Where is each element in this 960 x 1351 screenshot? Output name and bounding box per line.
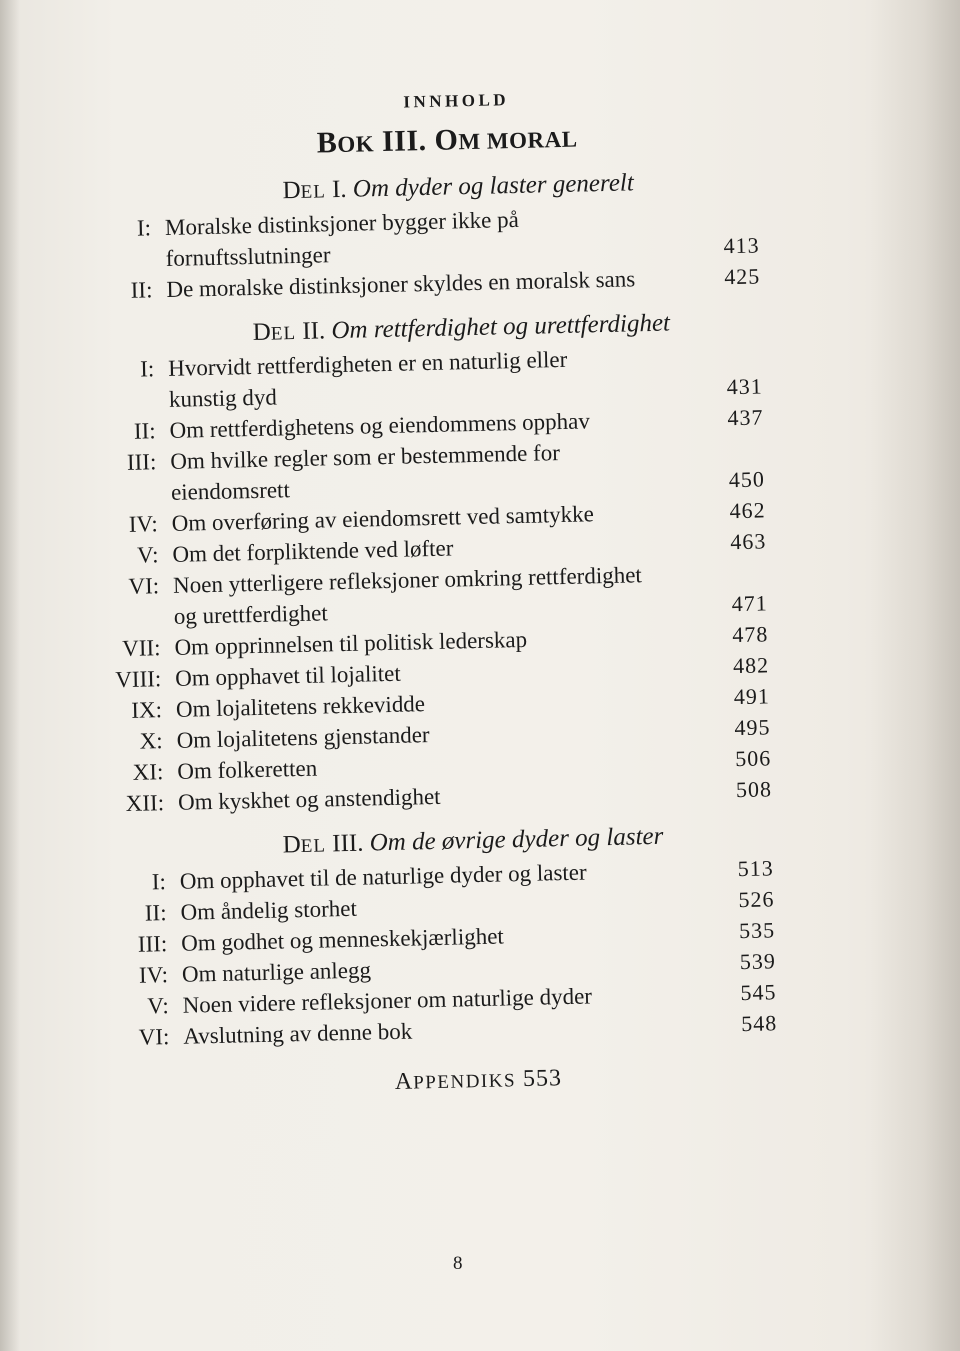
page-ref: 491: [733, 683, 771, 710]
page-ref: 463: [729, 528, 767, 555]
page-ref: 495: [734, 714, 771, 741]
chapter-number: VI:: [128, 573, 160, 599]
chapter-title-line: Om opprinnelsen til politisk lederskap: [174, 626, 528, 660]
book-title: [137, 117, 758, 165]
chapter-number: V:: [136, 542, 159, 568]
page-ref: 462: [729, 497, 766, 524]
part-title: Om de øvrige dyder og laster: [369, 822, 664, 857]
chapter-number: I:: [136, 215, 152, 241]
part-label-sc: EL: [300, 181, 327, 203]
page-ref: 471: [731, 590, 768, 617]
part-label-sc: EL: [270, 323, 297, 345]
chapter-number: I:: [151, 869, 167, 895]
chapter-title-line: Om åndelig storhet: [180, 895, 358, 925]
chapter-title-line: Om opphavet til de naturlige dyder og laster: [179, 859, 587, 894]
chapter-title-line: og urettferdighet: [173, 600, 328, 629]
page-ref: 506: [734, 745, 772, 772]
page-ref: 482: [732, 652, 770, 679]
chapter-title-line: Noen ytterligere refleksjoner omkring rettferdighet: [172, 562, 643, 598]
part-label-cap: D: [252, 318, 272, 346]
chapter-title-line: Om lojalitetens gjenstander: [176, 722, 430, 753]
chapter-title-line: Om kyskhet og anstendighet: [177, 783, 441, 815]
page-ref: 539: [739, 948, 777, 975]
part-label-sc: EL: [300, 835, 327, 858]
chapter-title-line: Om folkeretten: [177, 755, 318, 784]
book-title-rest: M MORAL: [458, 126, 578, 155]
chapter-number: VI:: [138, 1024, 170, 1050]
page-ref: 450: [728, 466, 766, 493]
page-ref: 548: [740, 1010, 778, 1037]
book-title-number: III. O: [373, 123, 459, 159]
chapter-title-line: Avslutning av denne bok: [183, 1018, 413, 1049]
chapter-title-line: Hvorvidt rettferdigheten er en naturlig eller: [167, 346, 568, 381]
part-number: III.: [325, 829, 370, 858]
chapter-number: XII:: [125, 790, 165, 816]
appendix-cap: A: [394, 1068, 414, 1095]
appendix-label: PPENDIKS: [413, 1070, 517, 1094]
chapter-title-line: Moralske distinksjoner bygger ikke på: [164, 206, 520, 240]
page-ref: 535: [738, 917, 776, 944]
page-ref: 545: [740, 979, 777, 1006]
part-label-cap: D: [282, 176, 301, 205]
chapter-number: VII:: [121, 635, 161, 662]
chapter-title-line: De moralske distinksjoner skyldes en moralsk sans: [166, 266, 636, 302]
chapter-number: I:: [139, 356, 155, 382]
page-ref: 413: [723, 232, 760, 259]
chapter-number: II:: [133, 418, 156, 444]
page-ref: 508: [735, 776, 773, 803]
page-ref: 431: [726, 373, 764, 400]
part-label-cap: D: [282, 831, 302, 859]
chapter-number: VIII:: [114, 666, 162, 693]
chapter-title-line: kunstig dyd: [168, 384, 278, 412]
chapter-title-line: Om overføring av eiendomsrett ved samtykke: [171, 501, 595, 536]
chapter-title-line: Om hvilke regler som er bestemmende for: [170, 440, 561, 474]
chapter-number: V:: [147, 993, 169, 1019]
page-ref: 478: [732, 621, 769, 648]
part-title: Om dyder og laster generelt: [352, 169, 635, 203]
page-shadow-right: [870, 0, 960, 1351]
appendix-heading: [178, 1060, 778, 1101]
chapter-title-line: Om det forpliktende ved løfter: [172, 535, 454, 567]
chapter-title-line: Om godhet og menneskekjærlighet: [180, 923, 505, 956]
part-number: I.: [325, 175, 354, 204]
chapter-number: II:: [130, 277, 153, 303]
page-ref: 526: [738, 886, 775, 913]
running-header: INNHOLD: [403, 90, 510, 112]
chapter-number: IX:: [130, 697, 163, 723]
book-title-sc: OK: [337, 131, 375, 158]
parts-list: [98, 166, 778, 1053]
chapter-title-line: eiendomsrett: [170, 477, 291, 505]
table-of-contents: [96, 85, 779, 1103]
chapter-title-line: Noen videre refleksjoner om naturlige dyder: [182, 983, 593, 1018]
chapter-number: II:: [144, 900, 167, 926]
page-ref: 425: [723, 263, 761, 290]
chapter-number: IV:: [128, 511, 159, 537]
chapter-number: III:: [126, 449, 157, 475]
chapter-number: X:: [139, 728, 163, 754]
appendix-page: 553: [515, 1065, 563, 1093]
chapter-title-line: Om opphavet til lojalitet: [174, 660, 401, 691]
chapter-title-line: Om lojalitetens rekkevidde: [175, 691, 426, 722]
page-ref: 437: [727, 404, 764, 431]
chapter-number: III:: [137, 931, 168, 957]
part-number: II.: [295, 317, 332, 346]
chapter-title-line: fornuftsslutninger: [165, 242, 331, 271]
page-number: 8: [453, 1253, 463, 1274]
page-ref: 513: [737, 855, 774, 882]
chapter-title-line: Om naturlige anlegg: [181, 957, 372, 987]
book-title-cap: B: [316, 126, 338, 160]
part-title: Om rettferdighet og urettferdighet: [331, 309, 671, 345]
chapter-number: XI:: [132, 759, 164, 785]
chapter-number: IV:: [138, 962, 169, 988]
page-shadow-left: [0, 0, 20, 1351]
chapter-title-line: Om rettferdighetens og eiendommens opphav: [169, 408, 591, 443]
